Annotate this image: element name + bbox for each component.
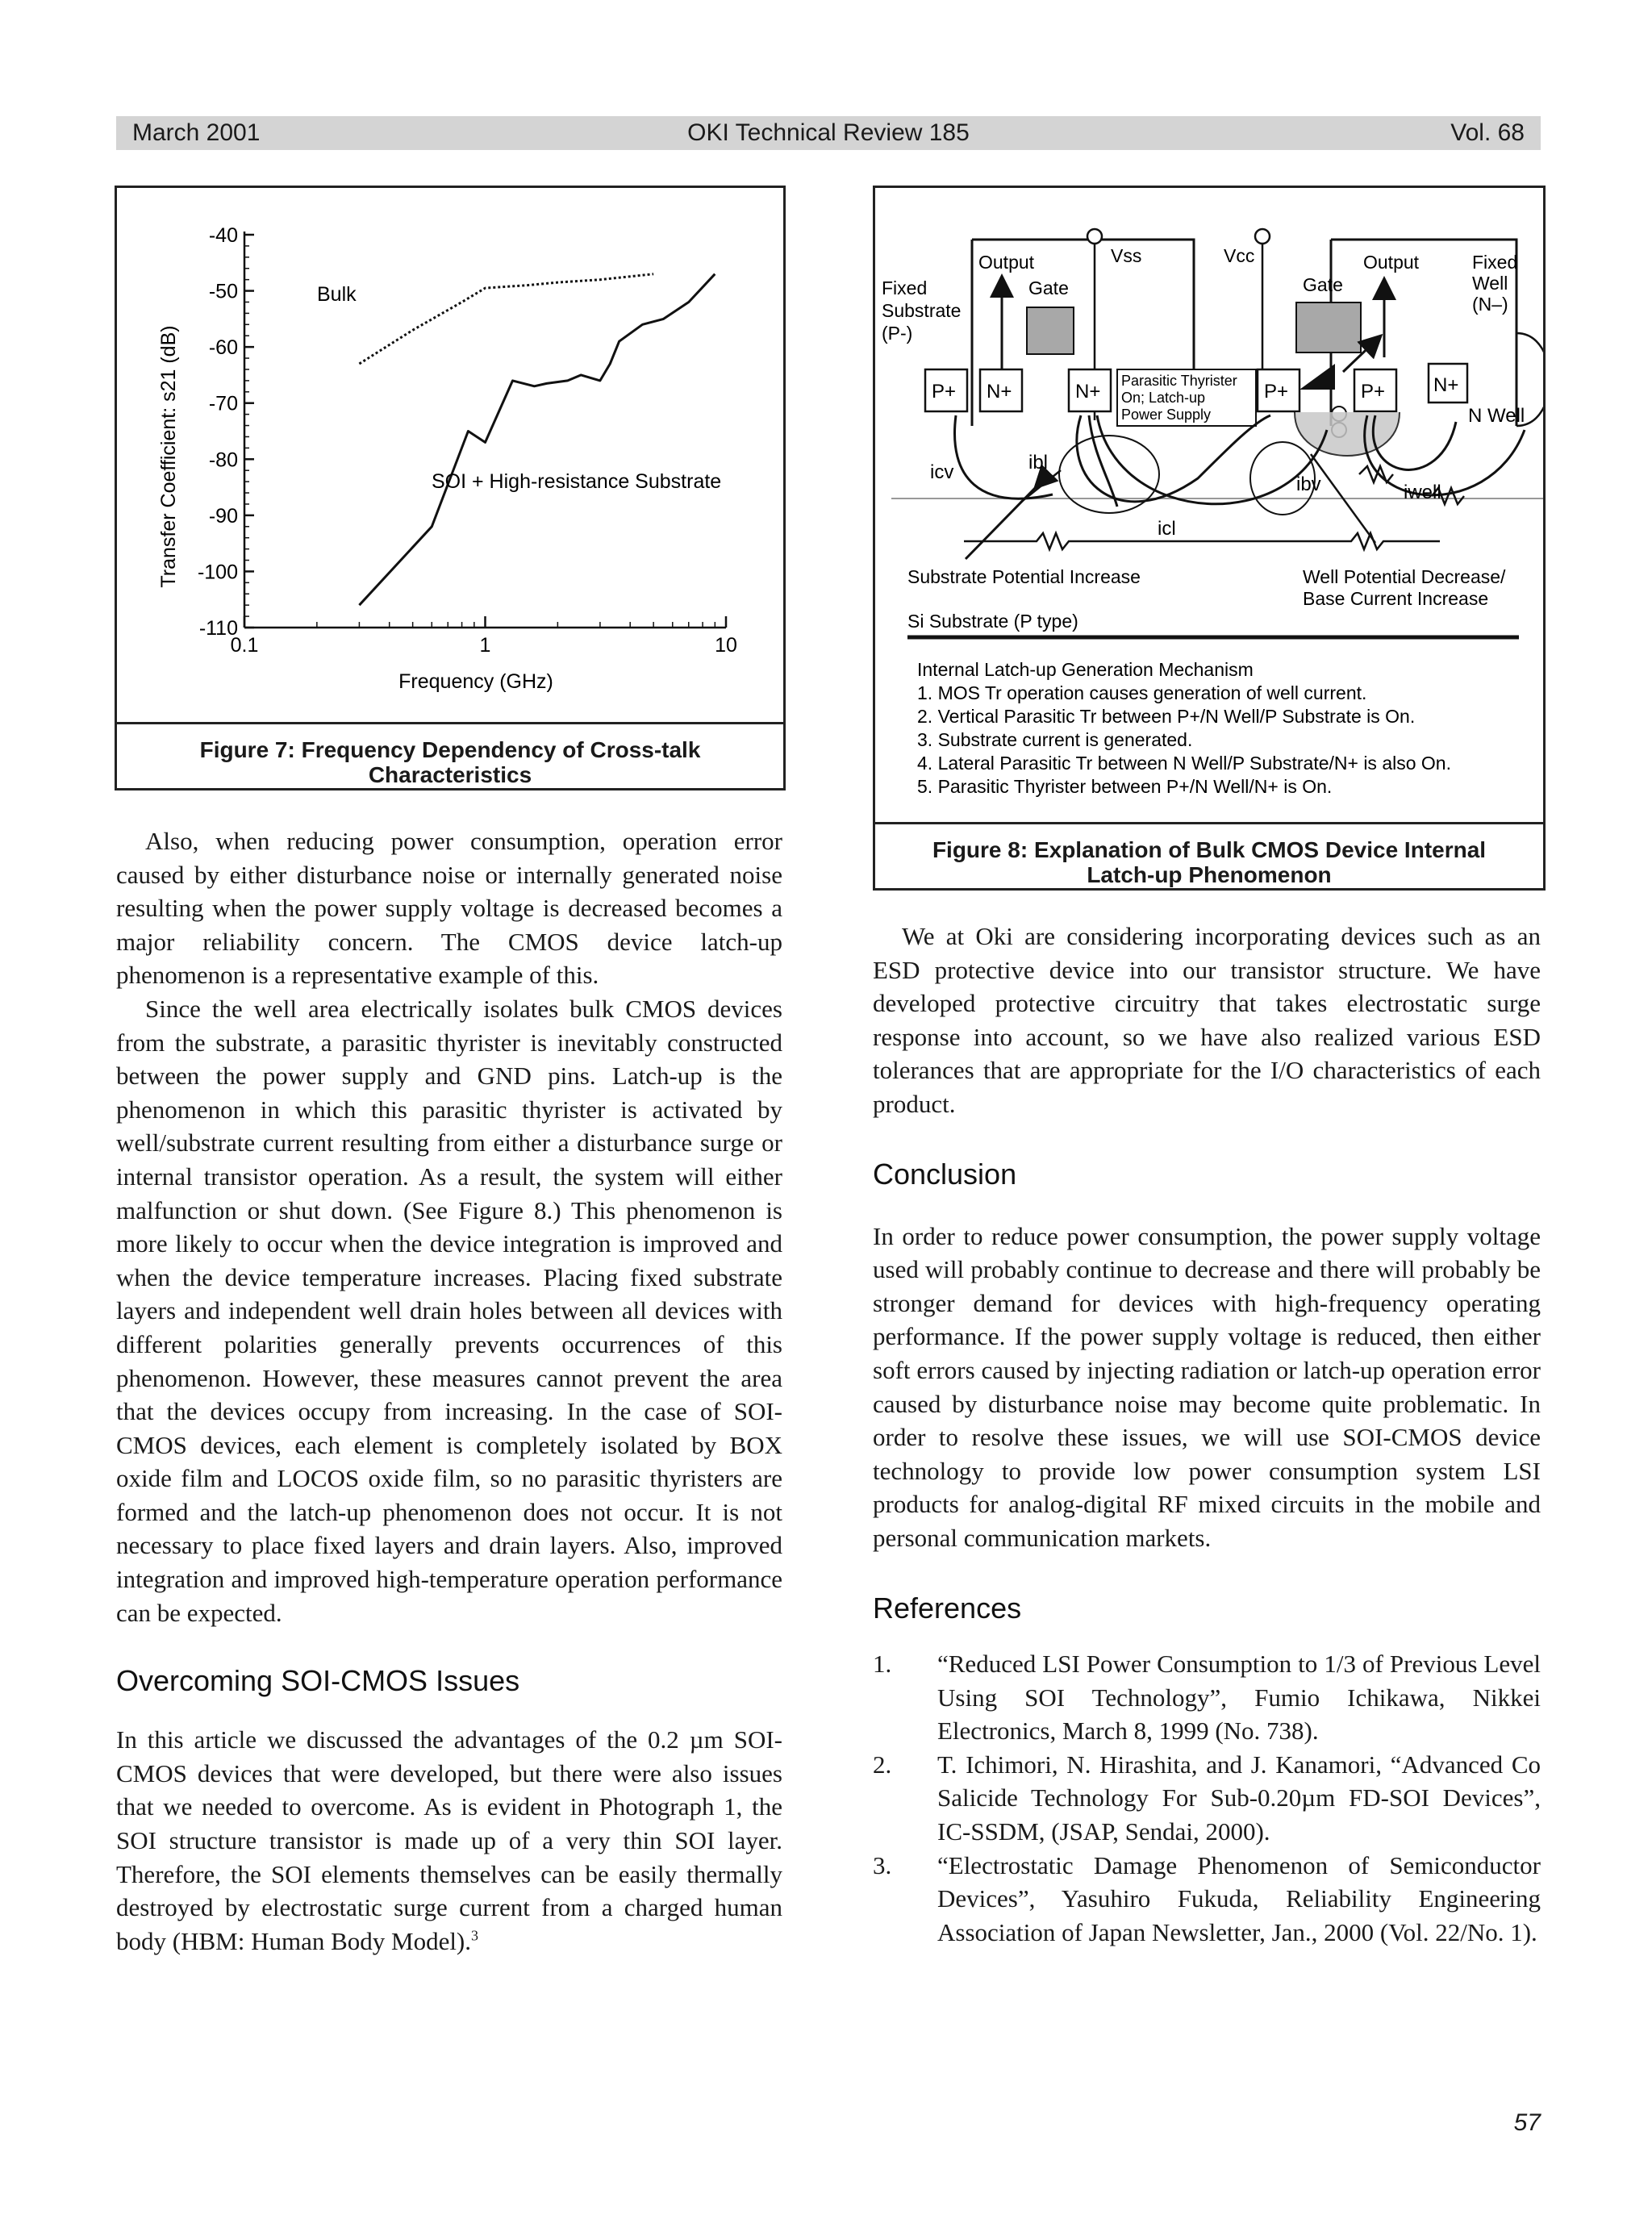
gate-right [1296, 302, 1361, 352]
label-n-plus-1: N+ [987, 381, 1012, 403]
label-parasitic-1: Parasitic Thyrister [1121, 373, 1237, 389]
label-n-plus-3: N+ [1433, 374, 1459, 396]
label-parasitic-3: Power Supply [1121, 407, 1212, 423]
label-ibl: ibl [1028, 452, 1049, 473]
reference-item [873, 1849, 1541, 1950]
y-tick-label: -40 [208, 224, 238, 247]
references-list [873, 1647, 1541, 1949]
y-axis-label: Transfer Coefficient: s21 (dB) [157, 325, 180, 588]
figure-8-caption-line2: Latch-up Phenomenon [1087, 862, 1332, 887]
mechanism-step-2: 2. Vertical Parasitic Tr between P+/N Well/P Substrate is On. [917, 706, 1416, 727]
mechanism-step-4: 4. Lateral Parasitic Tr between N Well/P Substrate/N+ is also On. [917, 753, 1451, 774]
label-fixed-well-2: Well [1472, 273, 1508, 294]
series-line-bulk [359, 274, 653, 364]
figure-8-caption [875, 822, 1543, 887]
running-header [116, 116, 1541, 150]
reference-number: 3. [873, 1850, 892, 1879]
y-tick-label: -110 [198, 617, 238, 640]
figure-7-caption-line2: Characteristics [368, 762, 532, 787]
header-volume: Vol. 68 [1450, 119, 1525, 146]
label-icv: icv [930, 461, 954, 483]
label-n-well: N Well [1468, 405, 1525, 427]
mechanism-step-5: 5. Parasitic Thyrister between P+/N Well/N+ is On. [917, 776, 1333, 797]
x-axis-label: Frequency (GHz) [398, 670, 553, 693]
label-n-plus-2: N+ [1075, 381, 1101, 403]
label-output-left: Output [978, 252, 1035, 273]
reference-item [873, 1748, 1541, 1849]
series-label-soi: SOI + High-resistance Substrate [432, 470, 722, 493]
right-column [873, 920, 1541, 1626]
label-fixed-well-1: Fixed [1472, 252, 1518, 273]
header-journal: OKI Technical Review 185 [687, 119, 970, 146]
reference-item [873, 1647, 1541, 1748]
left-column [116, 824, 782, 1958]
heading-overcoming: Overcoming SOI-CMOS Issues [116, 1664, 520, 1698]
y-tick-label: -100 [197, 561, 238, 584]
vcc-pin [1255, 229, 1270, 244]
series-label-bulk: Bulk [317, 283, 357, 306]
paragraph-soi-issues-text: In this article we discussed the advantages of the 0.2 µm SOI-CMOS devices that were developed, but there were also issues that we needed to overcome. As is evident in Photograph 1, the SOI structure transistor is made up of a very thin SOI layer. Therefore, the SOI elements themselves can be easily thermally destroyed by electrostatic surge current from a charged human body (HBM: Human Body Model). [116, 1725, 782, 1955]
reference-text: “Reduced LSI Power Consumption to 1/3 of Previous Level Using SOI Technology”, Fumio Ichikawa, Nikkei Electronics, March 8, 1999 (No. 738). [937, 1650, 1541, 1746]
label-p-plus-1: P+ [932, 381, 957, 403]
mechanism-step-1: 1. MOS Tr operation causes generation of well current. [917, 682, 1367, 703]
label-vss: Vss [1111, 245, 1142, 266]
label-well-potential-1: Well Potential Decrease/ [1303, 566, 1506, 587]
label-fixed-substrate-2: Substrate [882, 300, 962, 321]
header-date: March 2001 [132, 119, 261, 146]
y-tick-label: -80 [208, 448, 238, 472]
figure-7 [115, 186, 786, 790]
label-ibv: ibv [1296, 473, 1321, 495]
label-parasitic-2: On; Latch-up [1121, 390, 1206, 406]
crosstalk-chart [117, 188, 783, 788]
page-number: 57 [1513, 2109, 1541, 2136]
latchup-diagram [875, 188, 1543, 822]
label-vcc: Vcc [1224, 245, 1255, 266]
figure-7-caption [117, 722, 783, 787]
label-si-substrate: Si Substrate (P type) [907, 611, 1078, 632]
label-output-right: Output [1363, 252, 1420, 273]
label-gate-right: Gate [1303, 274, 1343, 295]
x-tick-label: 10 [715, 634, 737, 657]
paragraph-power-consumption: Also, when reducing power consumption, operation error caused by either disturbance noise or internally generated noise resulting when the power supply voltage is decreased becomes a major reliability concern. The CMOS device latch-up phenomenon is a representative example of this. [116, 827, 782, 990]
y-tick-label: -60 [208, 336, 238, 360]
vss-pin [1087, 229, 1102, 244]
label-gate-left: Gate [1028, 277, 1069, 298]
figure-8-caption-line1: Figure 8: Explanation of Bulk CMOS Device Internal [932, 837, 1487, 862]
reference-number: 1. [873, 1650, 892, 1678]
label-p-plus-3: P+ [1361, 381, 1386, 403]
y-tick-label: -70 [208, 392, 238, 415]
reference-text: T. Ichimori, N. Hirashita, and J. Kanamori, “Advanced Co Salicide Technology For Sub-0.20µm FD-SOI Devices”, IC-SSDM, (JSAP, Sendai, 2000). [937, 1750, 1541, 1846]
citation-3: 3 [471, 1927, 479, 1944]
x-tick-label: 0.1 [230, 634, 259, 657]
label-iwell: iwell [1404, 482, 1441, 503]
paragraph-soi-issues [116, 1723, 782, 1958]
y-tick-label: -50 [208, 280, 238, 303]
gate-left [1027, 307, 1074, 354]
x-tick-label: 1 [479, 634, 491, 657]
figure-7-caption-line1: Figure 7: Frequency Dependency of Cross-talk [199, 737, 701, 762]
label-substrate-potential: Substrate Potential Increase [907, 566, 1141, 587]
heading-conclusion: Conclusion [873, 1157, 1017, 1191]
reference-number: 2. [873, 1750, 892, 1779]
label-fixed-well-3: (N–) [1472, 294, 1508, 315]
label-p-plus-2: P+ [1264, 381, 1289, 403]
y-tick-label: -90 [208, 504, 238, 528]
reference-text: “Electrostatic Damage Phenomenon of Semiconductor Devices”, Yasuhiro Fukuda, Reliability Engineering Association of Japan Newsletter, Jan., 2000 (Vol. 22/No. 1). [937, 1850, 1541, 1946]
label-fixed-substrate-1: Fixed [882, 277, 928, 298]
heading-references: References [873, 1591, 1022, 1625]
mechanism-step-3: 3. Substrate current is generated. [917, 729, 1193, 750]
mechanism-title: Internal Latch-up Generation Mechanism [917, 659, 1254, 680]
figure-8 [873, 186, 1546, 891]
label-icl: icl [1158, 518, 1176, 540]
label-fixed-substrate-3: (P-) [882, 323, 913, 344]
paragraph-latchup: Since the well area electrically isolates bulk CMOS devices from the substrate, a parasitic thyrister is inevitably constructed between the power supply and GND pins. Latch-up is the phenomenon in which this parasitic thyrister is activated by well/substrate current resulting from either a disturbance surge or internal transistor operation. As a result, the system will either malfunction or shut down. (See Figure 8.) This phenomenon is more likely to occur when the device integration is improved and when the device temperature increases. Placing fixed substrate layers and independent well drain holes between all devices with different polarities generally prevents occurrences of this phenomenon. However, these measures cannot prevent the area that the devices occupy from increasing. In the case of SOI-CMOS devices, each element is completely isolated by BOX oxide film and LOCOS oxide film, so no parasitic thyristers are formed and the latch-up phenomenon does not occur. It is not necessary to place fixed layers and drain layers. Also, improved integration and improved high-temperature operation performance can be expected. [116, 994, 782, 1627]
paragraph-esd: We at Oki are considering incorporating devices such as an ESD protective device into our transistor structure. We have developed protective circuitry that takes electrostatic surge response into account, so we have also realized various ESD tolerances that are appropriate for the I/O characteristics of each product. [873, 922, 1541, 1118]
series-line-soi [359, 274, 715, 606]
paragraph-conclusion: In order to reduce power consumption, the power supply voltage used will probably continue to decrease and there will probably be stronger demand for devices with high-frequency operating performance. If the power supply voltage is reduced, then either soft errors caused by injecting radiation or latch-up operation error caused by disturbance noise may become quite problematic. In order to resolve these issues, we will use SOI-CMOS device technology to provide low power consumption system LSI products for analog-digital RF mixed circuits in the mobile and personal communication markets. [873, 1221, 1541, 1552]
label-well-potential-2: Base Current Increase [1303, 588, 1489, 609]
